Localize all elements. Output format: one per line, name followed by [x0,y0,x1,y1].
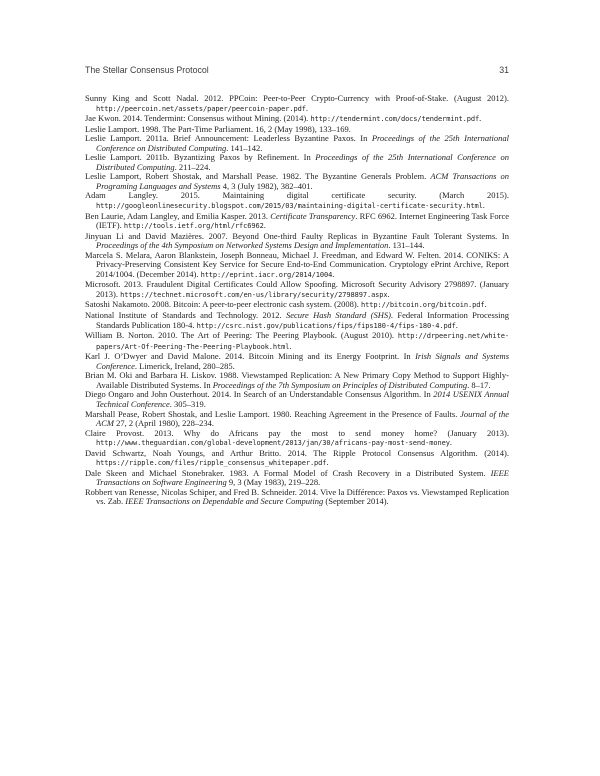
reference-text: Marshall Pease, Robert Shostak, and Leslie Lamport. 1980. Reaching Agreement in the Presence of Faults. [85,408,461,419]
reference-text: Robbert van Renesse, Nicolas Schiper, and Fred B. Schneider. 2014. Vive la Différence: Paxos vs. Viewstamped Replication vs. Zab. [85,486,509,507]
reference-entry [85,134,509,153]
page-header [85,65,509,75]
reference-venue-italic: Proceedings of the 7th Symposium on Principles of Distributed Computing [212,379,468,390]
reference-text: William B. Norton. 2010. The Art of Peering: The Peering Playbook. (August 2010). [85,330,398,341]
reference-text: Diego Ongaro and John Ousterhout. 2014. In Search of an Understandable Consensus Algorithm. In [85,389,434,400]
reference-url-link[interactable]: http://csrc.nist.gov/publications/fips/fips180-4/fips-180-4.pdf [196,321,456,330]
reference-entry [85,429,509,449]
reference-entry [85,449,509,469]
reference-entry [85,488,509,507]
reference-text: Leslie Lamport. 2011b. Byzantizing Paxos by Refinement. In [85,152,316,163]
reference-url-link[interactable]: http://drpeering.net/white-papers/Art-Of-Peering-The-Peering-Playbook.html [96,332,509,351]
reference-url-link[interactable]: http://googleonlinesecurity.blogspot.com/2015/03/maintaining-digital-certificate-security.html [96,202,483,211]
reference-venue-italic: 2014 USENIX Annual Technical Conference [96,389,509,409]
reference-venue-italic: IEEE Transactions on Dependable and Secure Computing [125,496,324,507]
reference-venue-italic: IEEE Transactions on Software Engineering [96,467,509,488]
reference-text: . [482,200,485,211]
reference-entry [85,251,509,281]
reference-text: . [305,102,308,113]
reference-venue-italic: Journal of the ACM [96,408,509,429]
reference-text: Sunny King and Scott Nadal. 2012. PPCoin: Peer-to-Peer Crypto-Currency with Proof-of-Stake. (August 2012). [85,93,509,103]
reference-entry [85,153,509,172]
reference-venue-italic: Proceedings of the 25th International Conference on Distributed Computing [96,133,509,153]
reference-text: Marcela S. Melara, Aaron Blankstein, Joseph Bonneau, Michael J. Freedman, and Edward W. Felten. 2014. CONIKS: A Privacy-Preserving Consistent Key Service for Secure End-to-End Communication. Cryptology ePrint Archive, Report 2014/1004. (December 2014). [85,249,509,279]
reference-text: . [387,288,390,299]
reference-text: . [484,299,487,310]
reference-text: Microsoft. 2013. Fraudulent Digital Certificates Could Allow Spoofing. Microsoft Security Advisory 2798897. (January 2013). [85,279,509,299]
reference-url-link[interactable]: http://eprint.iacr.org/2014/1004 [200,270,333,279]
reference-text: David Schwartz, Noah Youngs, and Arthur Britto. 2014. The Ripple Protocol Consensus Algorithm. (2014). [85,447,509,458]
reference-entry [85,410,509,429]
reference-text: . Limerick, Ireland, 280–285. [134,360,235,371]
reference-entry [85,469,509,488]
reference-url-link[interactable]: http://tendermint.com/docs/tendermint.pdf [310,115,480,124]
reference-text: Adam Langley. 2015. Maintaining digital certificate security. (March 2015). [85,190,509,201]
page-number: 31 [499,65,509,75]
reference-entry [85,280,509,300]
reference-entry [85,212,509,232]
reference-text: . [326,457,329,468]
reference-entry [85,232,509,251]
reference-entry [85,191,509,211]
reference-text: . [479,113,482,124]
reference-url-link[interactable]: http://peercoin.net/assets/paper/peercoin-paper.pdf [96,104,306,113]
reference-text: . 8–17. [467,379,491,390]
reference-text: . 211–224. [174,161,211,172]
reference-url-link[interactable]: https://ripple.com/files/ripple_consensus_whitepaper.pdf [96,459,327,468]
reference-text: . [449,437,452,448]
reference-text: Leslie Lamport. 1998. The Part-Time Parliament. 16, 2 (May 1998), 133–169. [85,123,351,134]
reference-venue-italic: Proceedings of the 25th International Conference on Distributed Computing [96,152,509,172]
reference-text: Claire Provost. 2013. Why do Africans pay the most to send money home? (January 2013). [85,427,509,438]
reference-text: . 131–144. [388,240,425,251]
reference-text: . [455,319,458,330]
reference-text: . 305–319. [169,398,206,409]
reference-venue-italic: Certificate Transparency [270,210,356,221]
reference-text: National Institute of Standards and Technology. 2012. [85,310,286,321]
reference-text: Leslie Lamport. 2011a. Brief Announcement: Leaderless Byzantine Paxos. In [85,133,372,144]
reference-text: Brian M. Oki and Barbara H. Liskov. 1988. Viewstamped Replication: A New Primary Copy Method to Support Highly-Available Distributed Systems. In [85,370,509,390]
reference-text: . [332,268,335,279]
reference-list [85,94,509,507]
reference-text: Ben Laurie, Adam Langley, and Emilia Kasper. 2013. [85,210,271,221]
reference-url-link[interactable]: http://tools.ietf.org/html/rfc6962 [123,222,264,231]
reference-text: 27, 2 (April 1980), 228–234. [113,418,215,429]
reference-venue-italic: Proceedings of the 4th Symposium on Networked Systems Design and Implementation [96,240,389,251]
reference-entry [85,352,509,371]
reference-text: 9, 3 (May 1983), 219–228. [226,477,321,488]
reference-text: . RFC 6962. Internet Engineering Task Force (IETF). [96,210,510,231]
reference-text: Leslie Lamport, Robert Shostak, and Marshall Pease. 1982. The Byzantine Generals Problem. [85,171,431,182]
reference-text: (September 2014). [323,496,389,507]
reference-url-link[interactable]: https://technet.microsoft.com/en-us/library/security/2798897.aspx [120,290,388,299]
reference-entry [85,172,509,191]
reference-entry [85,390,509,409]
reference-text: Karl J. O’Dwyer and David Malone. 2014. Bitcoin Mining and its Energy Footprint. In [85,351,416,362]
reference-text: . 141–142. [226,142,263,153]
reference-entry [85,331,509,352]
reference-text: Dale Skeen and Michael Stonebraker. 1983. A Formal Model of Crash Recovery in a Distributed System. [85,467,491,478]
reference-url-link[interactable]: http://bitcoin.org/bitcoin.pdf [361,301,485,310]
reference-text: Jinyuan Li and David Mazières. 2007. Beyond One-third Faulty Replicas in Byzantine Fault Tolerant Systems. In [85,230,509,241]
reference-venue-italic: ACM Transactions on Programing Languages and Systems [96,171,509,191]
reference-text: Satoshi Nakamoto. 2008. Bitcoin: A peer-to-peer electronic cash system. (2008). [85,299,362,310]
running-title: The Stellar Consensus Protocol [85,65,209,75]
reference-entry [85,371,509,390]
reference-text: Jae Kwon. 2014. Tendermint: Consensus without Mining. (2014). [85,113,311,124]
reference-text: 4, 3 (July 1982), 382–401. [220,180,313,191]
reference-entry [85,311,509,331]
reference-venue-italic: Secure Hash Standard (SHS) [285,310,391,321]
reference-url-link[interactable]: http://www.theguardian.com/global-development/2013/jan/30/africans-pay-most-send-money [96,439,450,448]
reference-text: . Federal Information Processing Standards Publication 180-4. [96,310,509,330]
reference-text: . [263,220,266,231]
reference-entry [85,94,509,114]
reference-venue-italic: Irish Signals and Systems Conference [96,351,510,371]
reference-text: . [289,340,292,351]
